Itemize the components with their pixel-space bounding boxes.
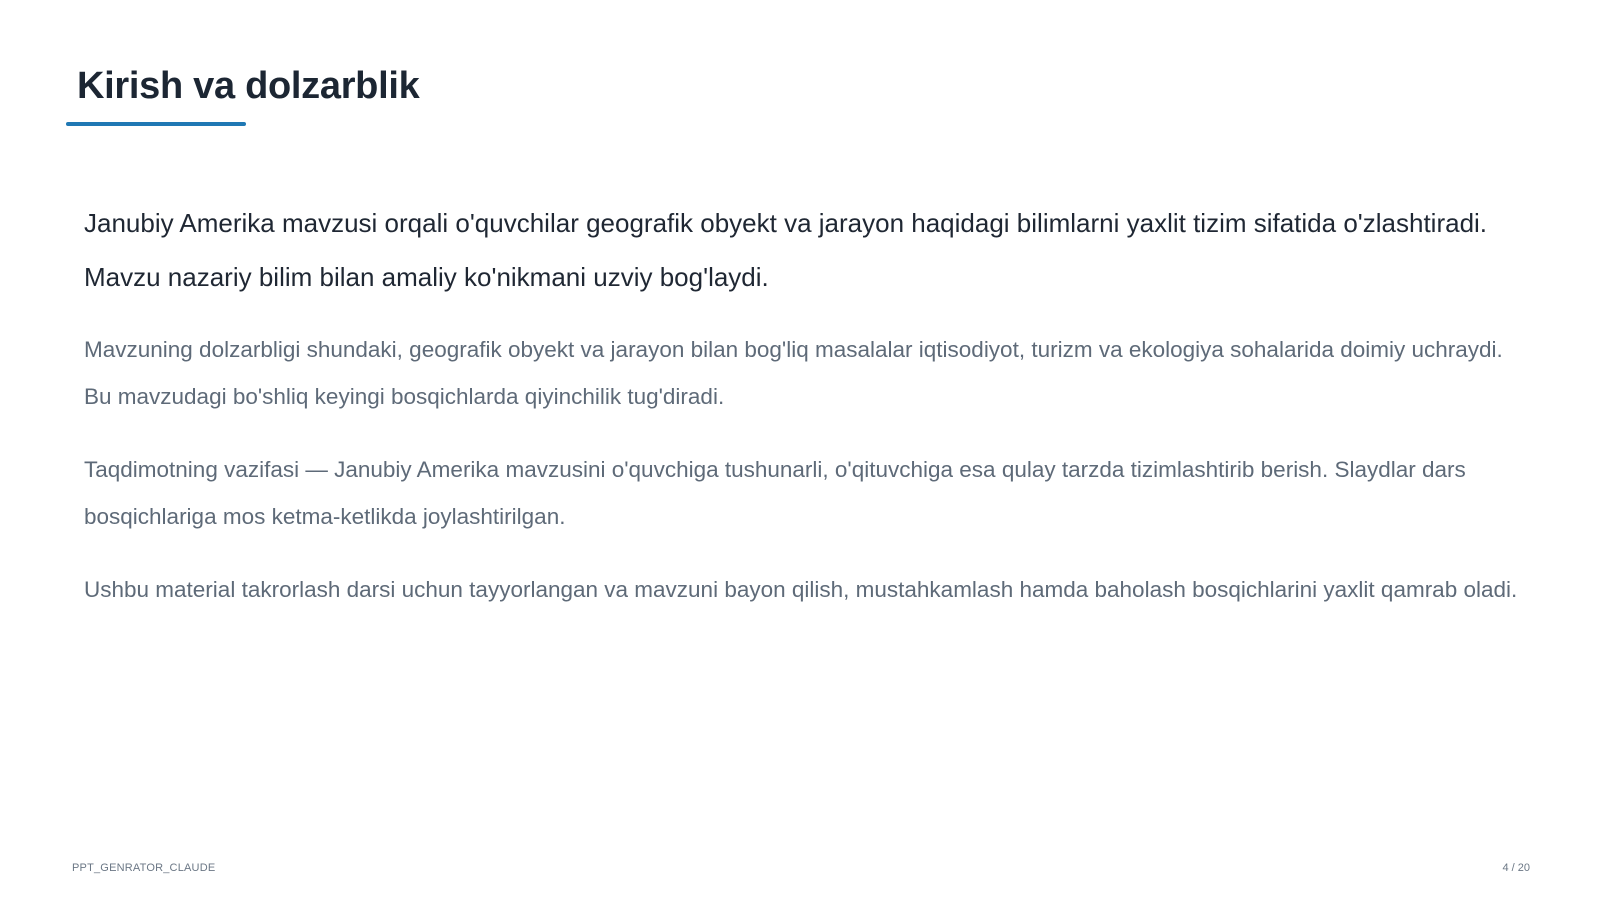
page-number: 4 / 20	[1502, 862, 1530, 874]
lead-paragraph: Janubiy Amerika mavzusi orqali o'quvchilar geografik obyekt va jarayon haqidagi bilimlarni yaxlit tizim sifatida o'zlashtiradi. Mavzu nazariy bilim bilan amaliy ko'nikmani uzviy bog'laydi.	[84, 208, 1488, 292]
slide-title: Kirish va dolzarblik	[77, 65, 420, 107]
body-paragraph-material: Ushbu material takrorlash darsi uchun tayyorlangan va mavzuni bayon qilish, mustahkamlash hamda baholash bosqichlarini yaxlit qamrab oladi.	[84, 577, 1518, 602]
body-paragraph-task: Taqdimotning vazifasi — Janubiy Amerika mavzusini o'quvchiga tushunarli, o'qituvchiga esa qulay tarzda tizimlashtirib berish. Slaydlar dars bosqichlariga mos ketma-ketlikda joylashtirilgan.	[84, 457, 1466, 529]
footer-label: PPT_GENRATOR_CLAUDE	[72, 862, 216, 874]
slide-content	[84, 196, 1524, 613]
title-underline	[66, 122, 246, 126]
body-paragraph-relevance: Mavzuning dolzarbligi shundaki, geografik obyekt va jarayon bilan bog'liq masalalar iqtisodiyot, turizm va ekologiya sohalarida doimiy uchraydi. Bu mavzudagi bo'shliq keyingi bosqichlarda qiyinchilik tug'diradi.	[84, 337, 1503, 409]
